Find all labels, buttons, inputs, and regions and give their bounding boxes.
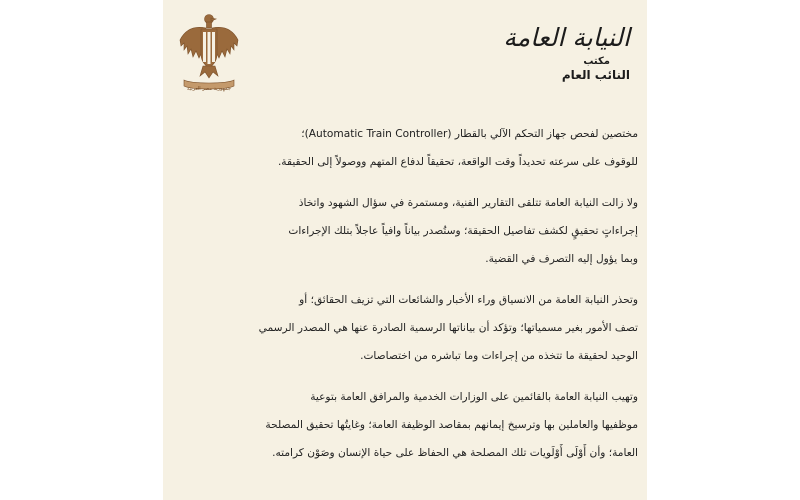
paragraph-line: مختصين لفحص جهاز التحكم الآلي بالقطار (Automatic Train Controller)؛ bbox=[301, 128, 638, 140]
emblem-caption: جمهورية مصر العربية bbox=[187, 86, 231, 92]
paragraph-line: موظفيها والعاملين بها وترسيخ إيمانهم بمقاصد الوظيفة العامة؛ وغايتُها تحقيق المصلحة bbox=[265, 419, 638, 431]
document-body bbox=[176, 120, 638, 467]
header-title: النيابة العامة bbox=[503, 23, 630, 52]
paragraph-line: ولا زالت النيابة العامة تتلقى التقارير الفنية، ومستمرة في سؤال الشهود واتخاذ bbox=[298, 197, 638, 209]
paragraph-line: وبما يؤول إليه التصرف في القضية. bbox=[485, 253, 638, 265]
paragraph-line: وتهيب النيابة العامة بالقائمين على الوزارات الخدمية والمرافق العامة بتوعية bbox=[310, 391, 638, 403]
paragraph-line: وتحذر النيابة العامة من الانسياق وراء الأخبار والشائعات التي تزيف الحقائق؛ أو bbox=[299, 294, 638, 306]
paragraph-line: العامة؛ وأن أَوْلَى أَوْلَويات تلك المصلحة هي الحفاظ على حياة الإنسان وصَوْن كرامته. bbox=[272, 447, 638, 459]
paragraph-line: الوحيد لحقيقة ما تتخذه من إجراءات وما تباشره من اختصاصات. bbox=[360, 350, 638, 362]
eagle-emblem-icon bbox=[178, 10, 240, 94]
paragraph-line: إجراءاتٍ تحقيقٍ لكشف تفاصيل الحقيقة؛ وستُصدر بياناً وافياً عاجلاً بتلك الإجراءات bbox=[288, 225, 638, 237]
paragraph-line: للوقوف على سرعته تحديداً وقت الواقعة، تحقيقاً لدفاع المتهم ووصولاً إلى الحقيقة. bbox=[277, 156, 638, 168]
paragraph-line: تصف الأمور بغير مسمياتها؛ وتؤكد أن بياناتها الرسمية الصادرة عنها هي المصدر الرسمي bbox=[258, 322, 638, 334]
header-attorney-general: النائب العام bbox=[561, 68, 630, 82]
header-office: مكتب bbox=[583, 56, 610, 67]
letterhead-header bbox=[503, 24, 630, 83]
